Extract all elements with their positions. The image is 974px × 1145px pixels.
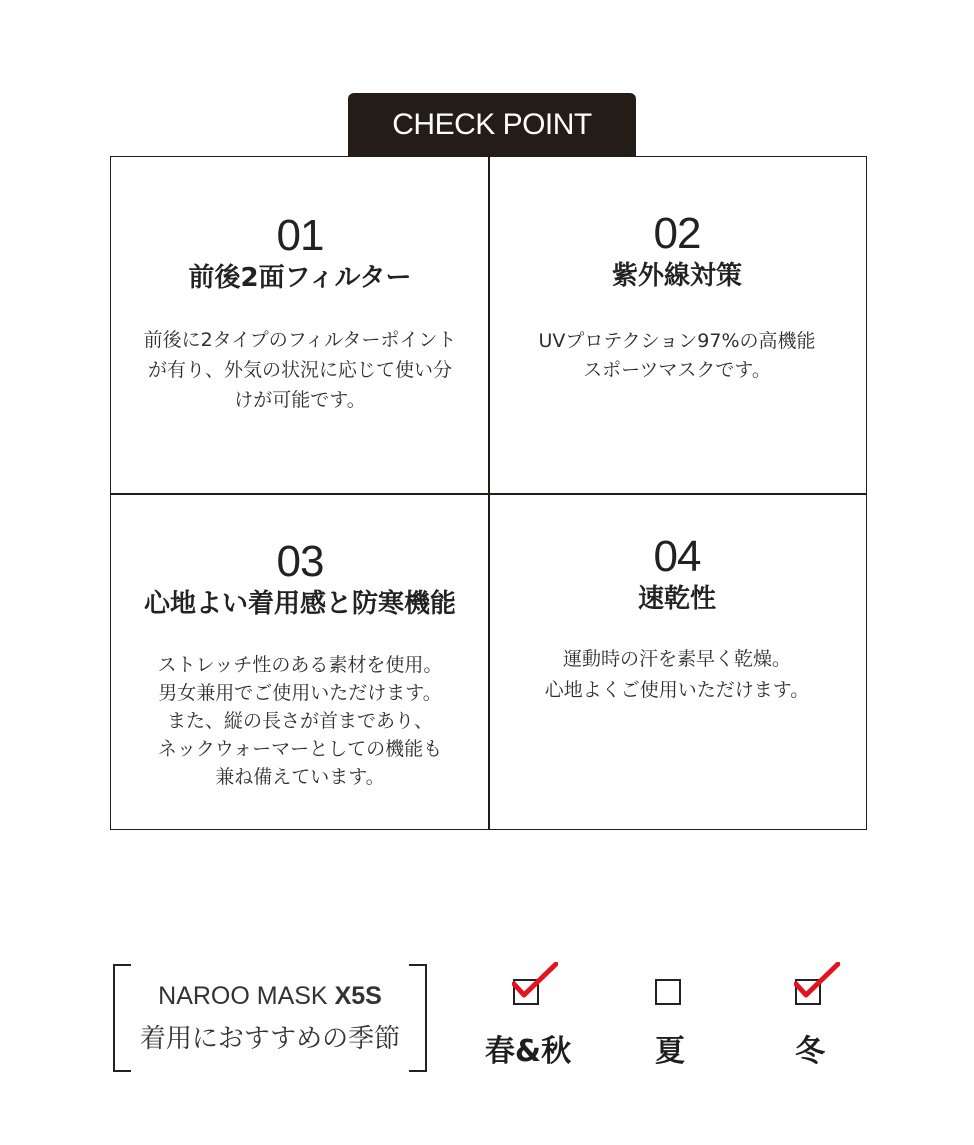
check-point-label: CHECK POINT bbox=[392, 107, 592, 141]
check-point-badge bbox=[348, 93, 636, 156]
description-line: 兼ね備えています。 bbox=[215, 766, 385, 788]
point-number: 02 bbox=[653, 209, 701, 258]
point-description bbox=[489, 644, 865, 706]
red-check-icon bbox=[794, 962, 840, 1002]
season-label: 春&秋 bbox=[484, 1034, 572, 1069]
point-title: 紫外線対策 bbox=[611, 261, 742, 291]
model-name: X5S bbox=[334, 982, 382, 1010]
point-number: 01 bbox=[276, 211, 324, 260]
point-description bbox=[489, 327, 865, 385]
description-line: 運動時の汗を素早く乾燥。 bbox=[562, 648, 791, 670]
description-line: ネックウォーマーとしての機能も bbox=[157, 738, 443, 760]
season-winter bbox=[740, 962, 880, 1070]
description-line: けが可能です。 bbox=[234, 389, 366, 411]
point-number: 04 bbox=[653, 532, 701, 581]
point-title: 前後2面フィルター bbox=[188, 263, 412, 293]
description-line: 男女兼用でご使用いただけます。 bbox=[158, 682, 442, 704]
point-description bbox=[112, 325, 488, 415]
point-card-02 bbox=[489, 211, 865, 385]
brand-name: NAROO MASK bbox=[158, 982, 328, 1010]
point-title: 速乾性 bbox=[637, 584, 716, 614]
season-caption: 着用におすすめの季節 bbox=[139, 1024, 401, 1054]
grid-horizontal-divider bbox=[111, 493, 866, 495]
season-label: 夏 bbox=[655, 1034, 685, 1069]
point-card-03 bbox=[112, 539, 488, 791]
point-card-01 bbox=[112, 213, 488, 415]
description-line: ストレッチ性のある素材を使用。 bbox=[157, 654, 443, 676]
season-label: 冬 bbox=[795, 1034, 825, 1069]
point-number: 03 bbox=[276, 537, 324, 586]
season-checkbox bbox=[655, 979, 681, 1005]
point-description bbox=[112, 651, 488, 791]
season-recommendation-box bbox=[113, 964, 427, 1070]
product-name bbox=[113, 982, 427, 1011]
season-checkbox-wrap bbox=[780, 962, 840, 1012]
season-spring-autumn bbox=[458, 962, 598, 1070]
description-line: また、縦の長さが首まであり、 bbox=[166, 710, 433, 732]
description-line: 前後に2タイプのフィルターポイント bbox=[143, 329, 457, 351]
point-card-04 bbox=[489, 534, 865, 706]
description-line: スポーツマスクです。 bbox=[583, 359, 771, 381]
season-checkbox-wrap bbox=[640, 962, 700, 1012]
description-line: UVプロテクション97%の高機能 bbox=[538, 330, 816, 352]
red-check-icon bbox=[512, 962, 558, 1002]
point-title: 心地よい着用感と防寒機能 bbox=[143, 589, 456, 619]
season-checkbox-wrap bbox=[498, 962, 558, 1012]
description-line: が有り、外気の状況に応じて使い分 bbox=[147, 359, 452, 381]
season-summer bbox=[600, 962, 740, 1070]
description-line: 心地よくご使用いただけます。 bbox=[544, 679, 810, 701]
